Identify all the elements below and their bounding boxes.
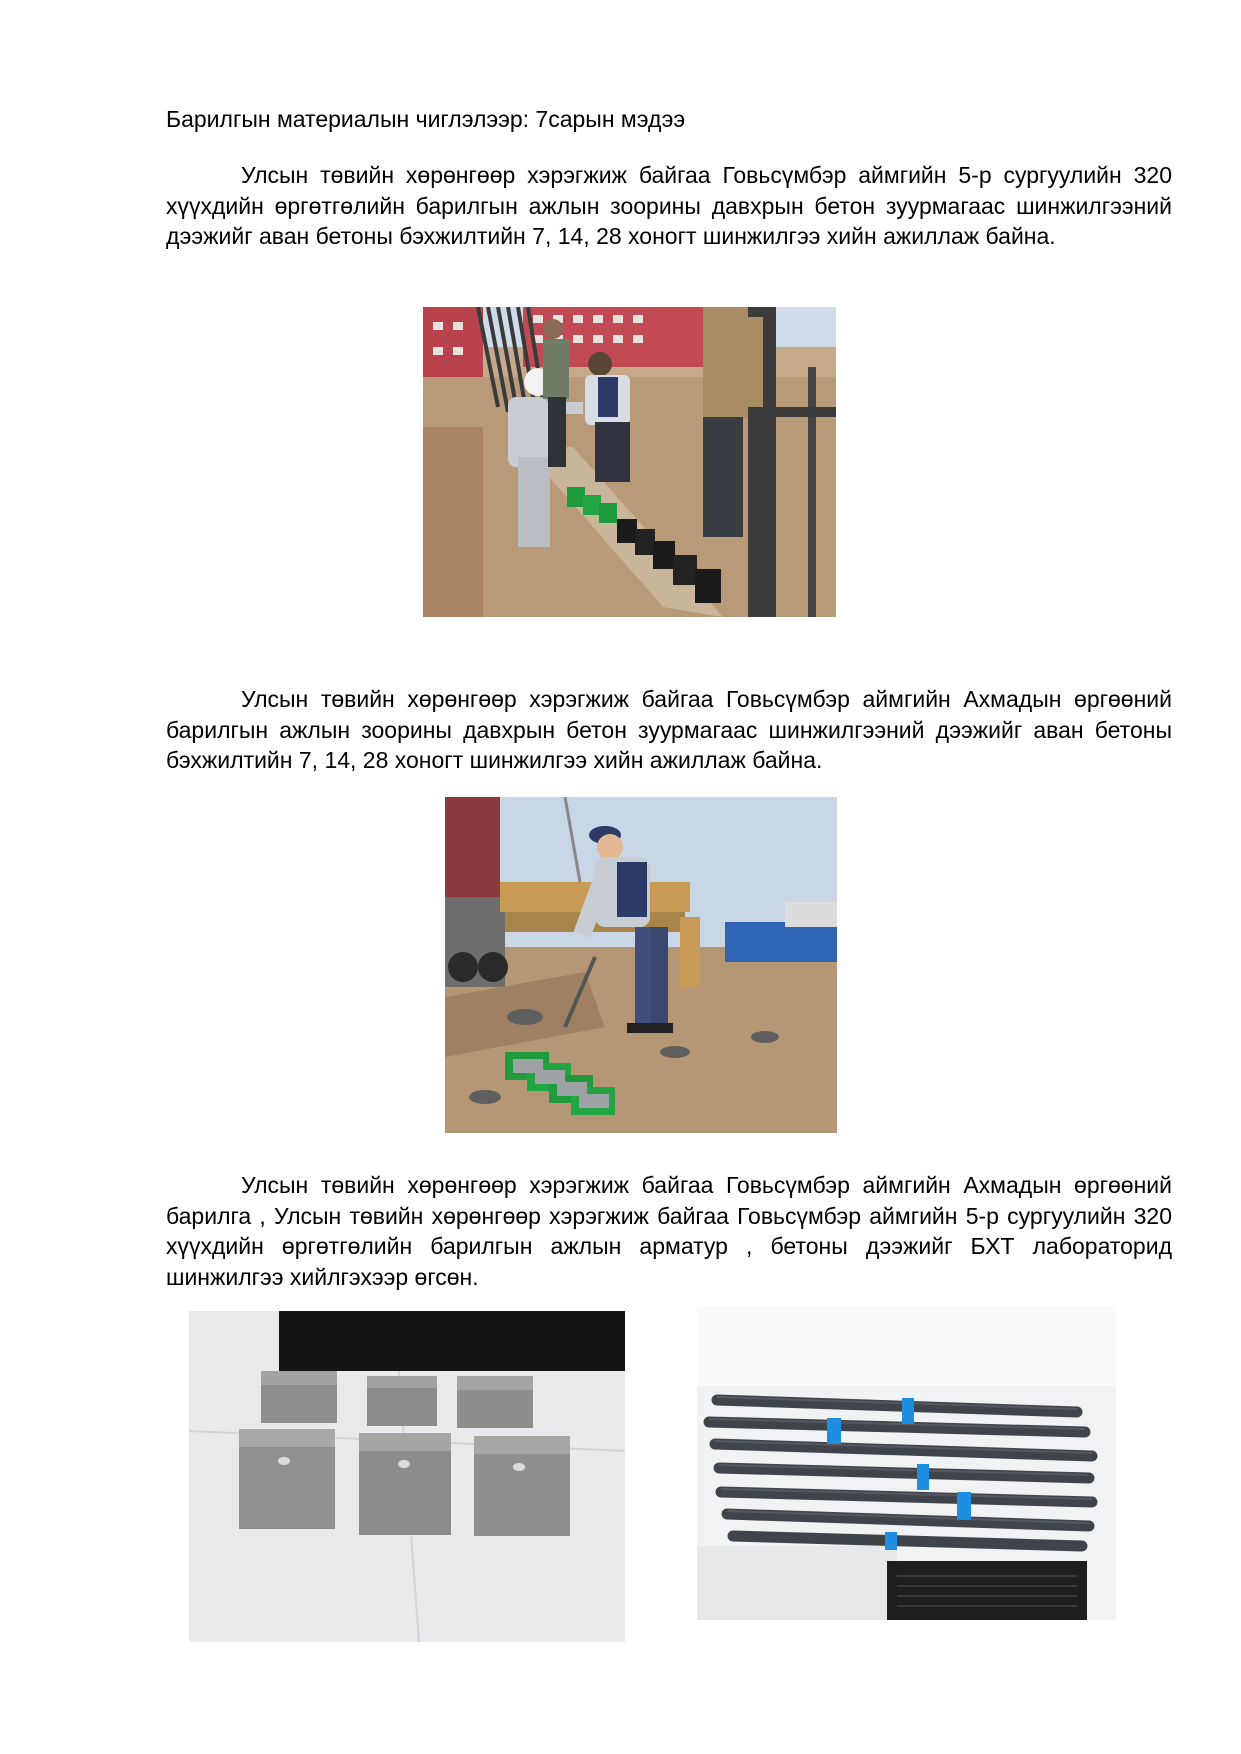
paragraph-elderly-home-concrete-test: Улсын төвийн хөрөнгөөр хэрэгжиж байгаа Говьсүмбэр аймгийн Ахмадын өргөөний барилгын ажлын зоорины давхрын бетон зуурмагаас шинжилгээний дээжийг аван бетоны бэхжилтийн 7, 14, 28 хоногт шинжилгээ хийн ажиллаж байна. (166, 686, 1172, 773)
photo-concrete-sampling-elderly-home (445, 797, 837, 1133)
photo-concrete-cubes (189, 1311, 625, 1642)
paragraph-school-concrete-test: Улсын төвийн хөрөнгөөр хэрэгжиж байгаа Говьсүмбэр аймгийн 5-р сургуулийн 320 хүүхдийн өргөтгөлийн барилгын ажлын зоорины давхрын бетон зуурмагаас шинжилгээний дээжийг аван бетоны бэхжилтийн 7, 14, 28 хоногт шинжилгээ хийн ажиллаж байна. (166, 162, 1172, 249)
photo-rebar-samples (697, 1306, 1116, 1620)
paragraph-lab-submission: Улсын төвийн хөрөнгөөр хэрэгжиж байгаа Говьсүмбэр аймгийн Ахмадын өргөөний барилга , Улсын төвийн хөрөнгөөр хэрэгжиж байгаа Говьсүмбэр аймгийн 5-р сургуулийн 320 хүүхдийн өргөтгөлийн барилгын ажлын арматур , бетоны дээжийг БХТ лабораторид шинжилгээ хийлгэхээр өгсөн. (166, 1172, 1172, 1290)
document-heading: Барилгын материалын чиглэлээр: 7сарын мэдээ (166, 106, 686, 132)
photo-concrete-sampling-school (423, 307, 836, 617)
